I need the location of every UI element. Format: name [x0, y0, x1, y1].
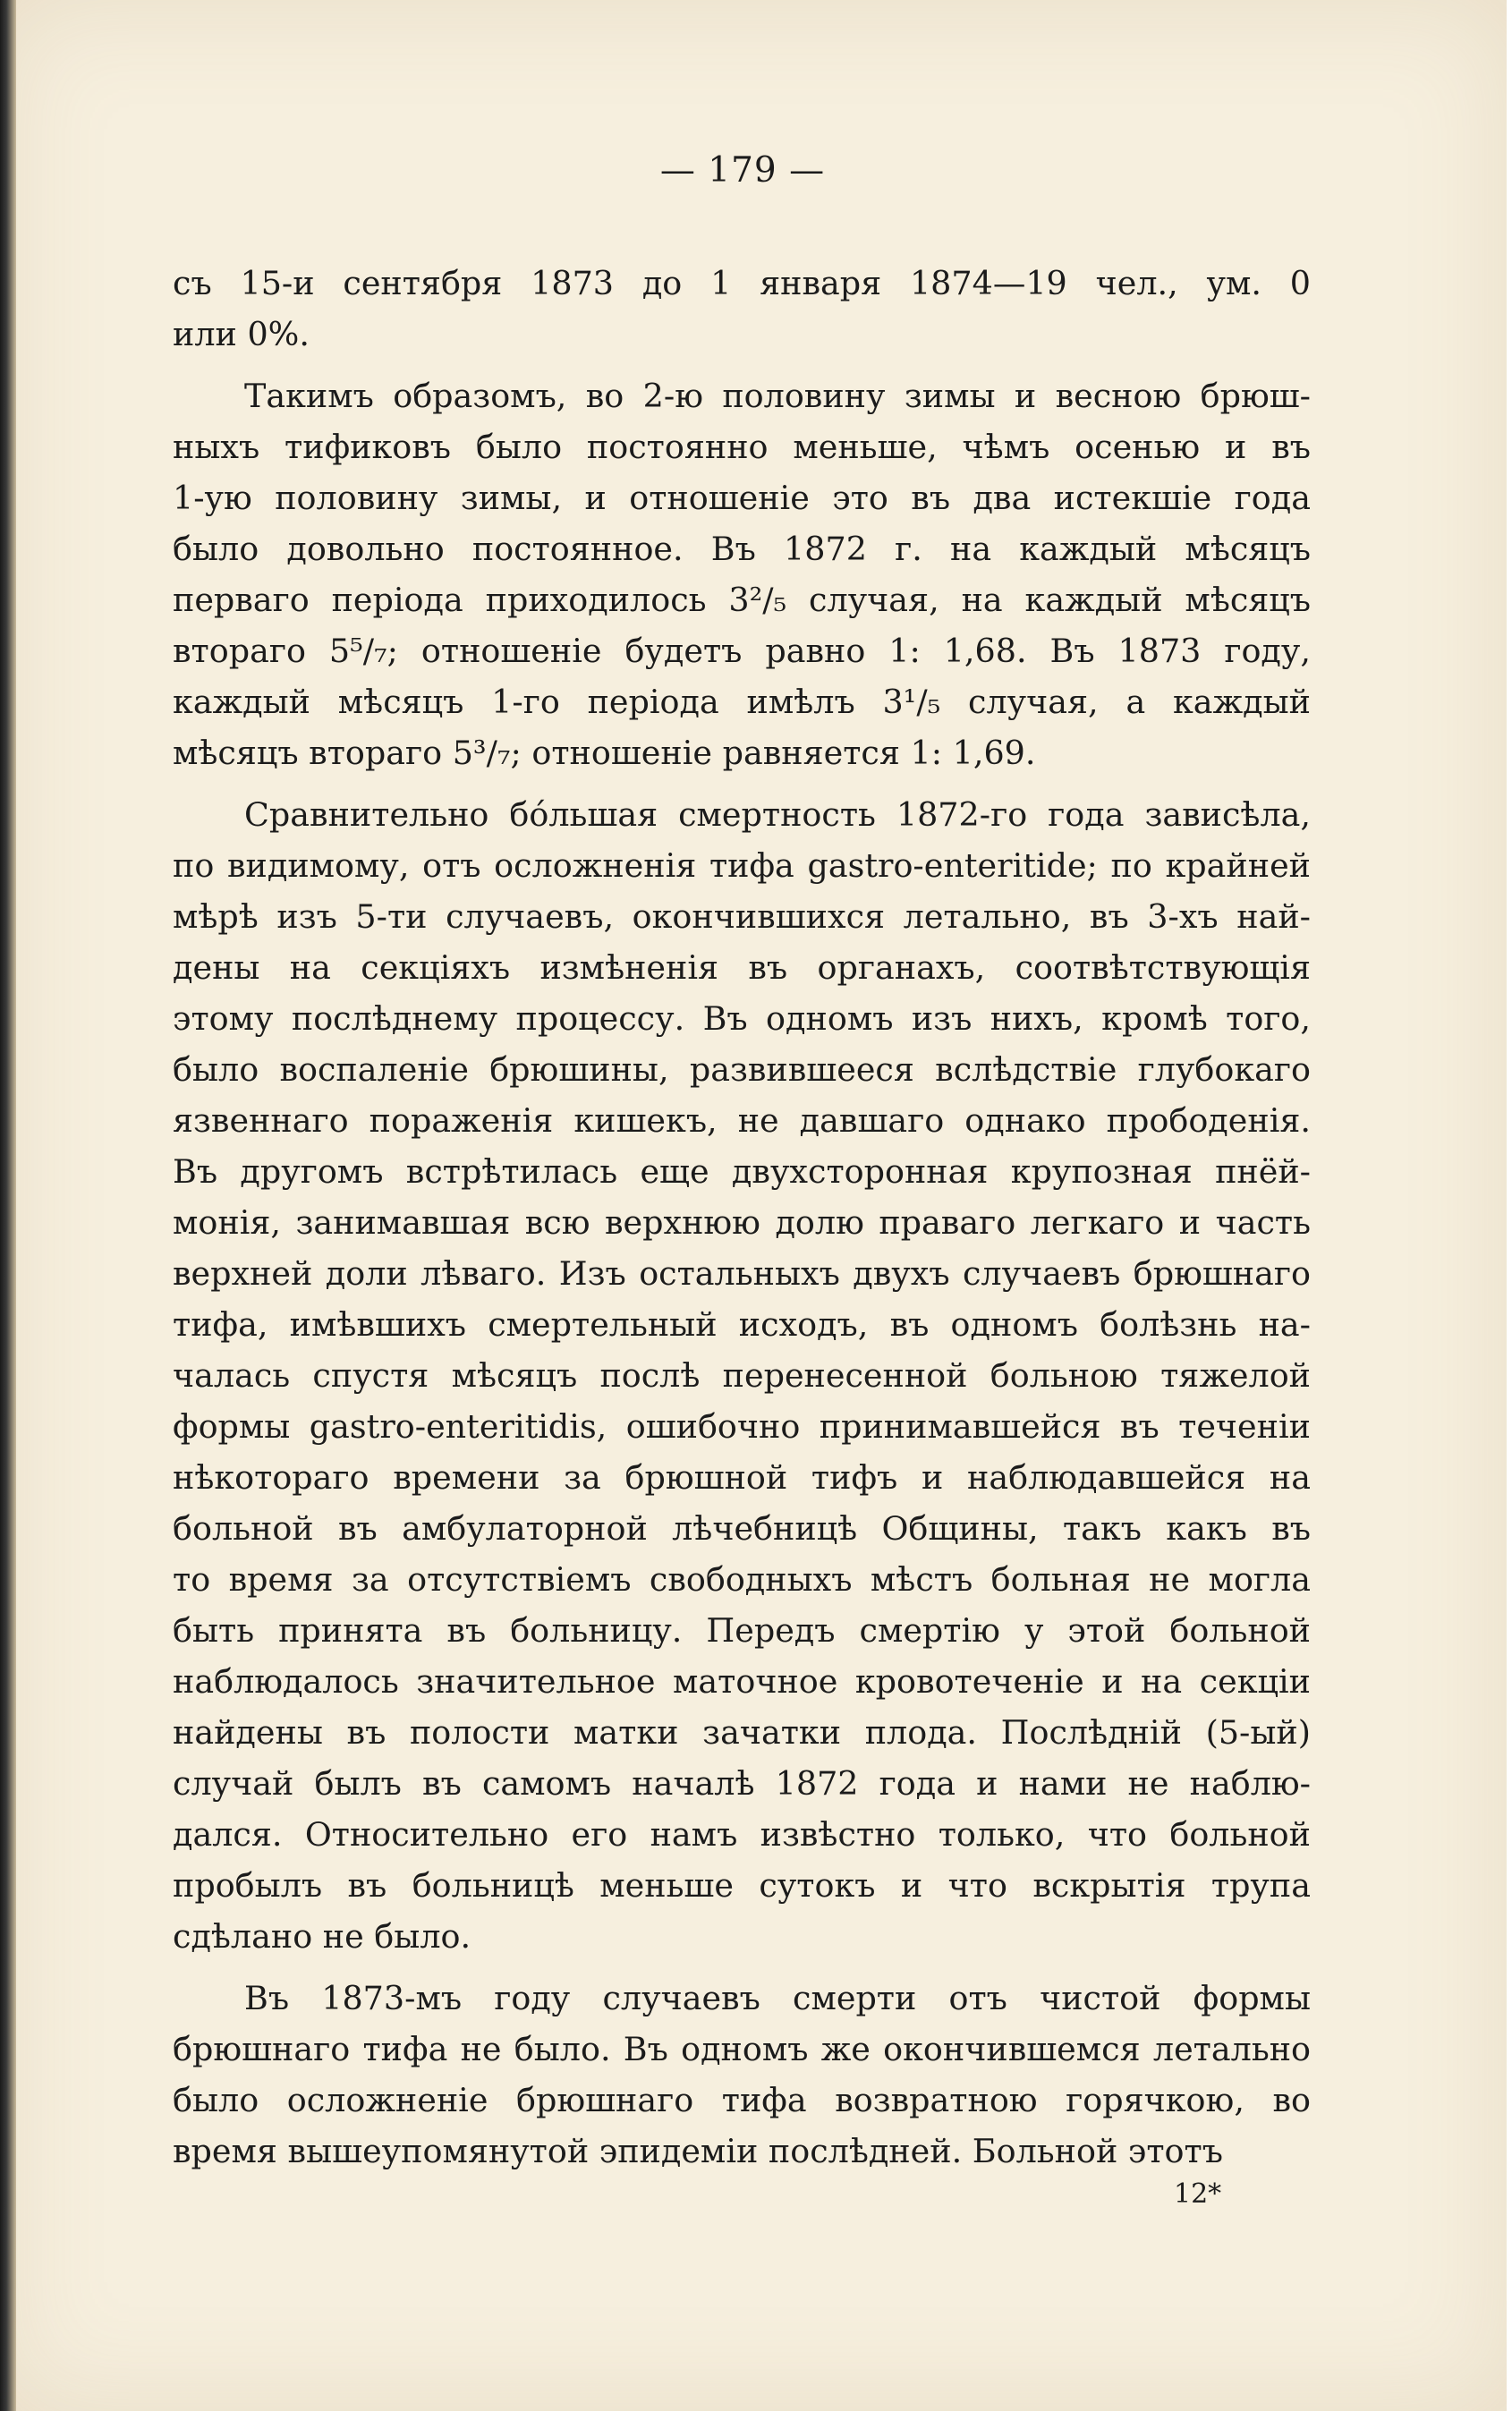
text-line: чалась спустя мѣсяцъ послѣ перенесенной больною тяжелой — [173, 1356, 1311, 1395]
text-line: каждый мѣсяцъ 1-го періода имѣлъ 3¹/₅ случая, а каждый — [173, 683, 1311, 721]
text-line: ныхъ тификовъ было постоянно меньше, чѣмъ осенью и въ — [173, 428, 1311, 466]
text-line: Такимъ образомъ, во 2-ю половину зимы и весною брюш- — [244, 377, 1311, 415]
text-line: наблюдалось значительное маточное кровотеченіе и на секціи — [173, 1662, 1311, 1701]
text-line: или 0%. — [173, 315, 310, 353]
text-line: Въ 1873-мъ году случаевъ смерти отъ чистой формы — [244, 1979, 1311, 2017]
page-number: — 179 — — [659, 150, 826, 191]
text-line: 1-ую половину зимы, и отношеніе это въ два истекшіе года — [173, 479, 1311, 517]
text-line: найдены въ полости матки зачатки плода. Послѣдній (5-ый) — [173, 1713, 1311, 1752]
text-line: мѣрѣ изъ 5-ти случаевъ, окончившихся летально, въ 3-хъ най- — [173, 897, 1311, 936]
paragraph — [173, 258, 1311, 360]
text-line: было осложненіе брюшнаго тифа возвратною горячкою, во — [173, 2081, 1311, 2119]
text-line: случай былъ въ самомъ началѣ 1872 года и нами не наблю- — [173, 1764, 1311, 1803]
text-line: Въ другомъ встрѣтилась еще двухсторонная крупозная пнёй- — [173, 1152, 1311, 1191]
text-line: дены на секціяхъ измѣненія въ органахъ, соотвѣтствующія — [173, 948, 1311, 987]
text-line: было довольно постоянное. Въ 1872 г. на каждый мѣсяцъ — [173, 530, 1311, 568]
text-line: пробылъ въ больницѣ меньше сутокъ и что вскрытія трупа — [173, 1866, 1311, 1905]
paragraph — [173, 370, 1311, 778]
text-line: было воспаленіе брюшины, развившееся вслѣдствіе глубокаго — [173, 1050, 1311, 1089]
text-line: сдѣлано не было. — [173, 1917, 471, 1956]
text-line: брюшнаго тифа не было. Въ одномъ же окончившемся летально — [173, 2030, 1311, 2068]
text-line: съ 15-и сентября 1873 до 1 января 1874—19 чел., ум. 0 — [173, 264, 1311, 302]
text-line: монія, занимавшая всю верхнюю долю праваго легкаго и часть — [173, 1203, 1311, 1242]
paragraph — [173, 1973, 1311, 2177]
text-line: язвеннаго пораженія кишекъ, не давшаго однако прободенія. — [173, 1101, 1311, 1140]
text-line: больной въ амбулаторной лѣчебницѣ Общины, такъ какъ въ — [173, 1509, 1311, 1548]
body-text — [173, 258, 1311, 2177]
text-line: быть принята въ больницу. Передъ смертію у этой больной — [173, 1611, 1311, 1650]
text-line: нѣкотораго времени за брюшной тифъ и наблюдавшейся на — [173, 1458, 1311, 1497]
text-line: время вышеупомянутой эпидеміи послѣдней. Больной этотъ — [173, 2132, 1223, 2170]
text-line: формы gastro-enteritidis, ошибочно принимавшейся въ теченіи — [173, 1407, 1311, 1446]
text-line: дался. Относительно его намъ извѣстно только, что больной — [173, 1815, 1311, 1854]
text-line: этому послѣднему процессу. Въ одномъ изъ нихъ, кромѣ того, — [173, 999, 1311, 1038]
text-line: верхней доли лѣваго. Изъ остальныхъ двухъ случаевъ брюшнаго — [173, 1254, 1311, 1293]
printer-signature-mark: 12* — [1174, 2178, 1222, 2210]
text-line: мѣсяцъ втораго 5³/₇; отношеніе равняется 1: 1,69. — [173, 734, 1036, 772]
text-line: по видимому, отъ осложненія тифа gastro-enteritide; по крайней — [173, 846, 1311, 885]
text-line: то время за отсутствіемъ свободныхъ мѣстъ больная не могла — [173, 1560, 1311, 1599]
text-line: перваго періода приходилось 3²/₅ случая, на каждый мѣсяцъ — [173, 581, 1311, 619]
scan-margin — [1507, 0, 1512, 2411]
text-line: втораго 5⁵/₇; отношеніе будетъ равно 1: 1,68. Въ 1873 году, — [173, 632, 1311, 670]
text-line: Сравнительно бóльшая смертность 1872-го года зависѣла, — [244, 795, 1311, 834]
text-line: тифа, имѣвшихъ смертельный исходъ, въ одномъ болѣзнь на- — [173, 1305, 1311, 1344]
paragraph — [173, 789, 1311, 1962]
binding-edge — [0, 0, 16, 2411]
